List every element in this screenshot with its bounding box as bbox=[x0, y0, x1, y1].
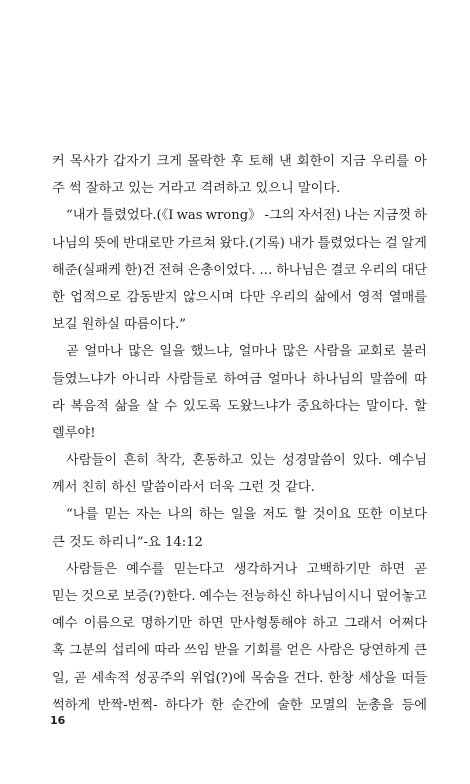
text-line: 한 업적으로 감동받지 않으시며 다만 우리의 삶에서 영적 열매를 bbox=[52, 289, 427, 305]
text-line: 나님의 뜻에 반대로만 가르쳐 왔다.(기록) 내가 틀렸었다는 걸 알게 bbox=[52, 235, 427, 251]
text-line: 렐루야! bbox=[52, 425, 96, 441]
text-line: 께서 친히 하신 말씀이라서 더욱 그런 것 같다. bbox=[52, 480, 315, 496]
text-line: 라 복음적 삶을 살 수 있도록 도왔느냐가 중요하다는 말이다. 할 bbox=[52, 398, 427, 414]
body-text bbox=[52, 148, 427, 719]
page-number: 16 bbox=[50, 714, 66, 727]
text-line: 커 목사가 갑자기 크게 몰락한 후 토해 낸 회한이 지금 우리를 아 bbox=[52, 154, 427, 169]
text-line: 썩하게 반짝-번쩍- 하다가 한 순간에 술한 모멸의 눈총을 등에 bbox=[52, 697, 427, 713]
text-line: 들였느냐가 아니라 사람들로 하여금 얼마나 하나님의 말씀에 따 bbox=[52, 371, 427, 387]
text-line: 주 썩 잘하고 있는 거라고 격려하고 있으니 말이다. bbox=[52, 181, 341, 197]
text-line: 예수 이름으로 명하기만 하면 만사형통해야 하고 그래서 어쩌다 bbox=[52, 616, 427, 632]
text-line: 해준(실패케 한)건 전혀 은총이었다. … 하나님은 결코 우리의 대단 bbox=[52, 262, 427, 278]
text-line: 사람들이 흔히 착각, 혼동하고 있는 성경말씀이 있다. 예수님 bbox=[66, 453, 427, 469]
text-line: 사람들은 예수를 믿는다고 생각하거나 고백하기만 하면 곧 bbox=[66, 561, 427, 577]
text-line: 믿는 것으로 보증(?)한다. 예수는 전능하신 하나님이시니 덮어놓고 bbox=[52, 589, 427, 604]
text-line: 보길 원하실 따름이다.” bbox=[52, 317, 186, 333]
text-line: 일, 곧 세속적 성공주의 위업(?)에 목숨을 건다. 한창 세상을 떠들 bbox=[52, 670, 427, 686]
text-line: 혹 그분의 섭리에 따라 쓰임 받을 기회를 얻은 사람은 당연하게 큰 bbox=[52, 643, 427, 659]
text-line: 큰 것도 하리니”-요 14:12 bbox=[52, 534, 203, 550]
text-line: “내가 틀렸었다.(《I was wrong》 -그의 자서전) 나는 지금껏 하 bbox=[66, 208, 427, 224]
text-line: 곧 얼마나 많은 일을 했느냐, 얼마나 많은 사람을 교회로 불러 bbox=[66, 344, 427, 360]
text-line: “나를 믿는 자는 나의 하는 일을 저도 할 것이요 또한 이보다 bbox=[66, 507, 427, 523]
